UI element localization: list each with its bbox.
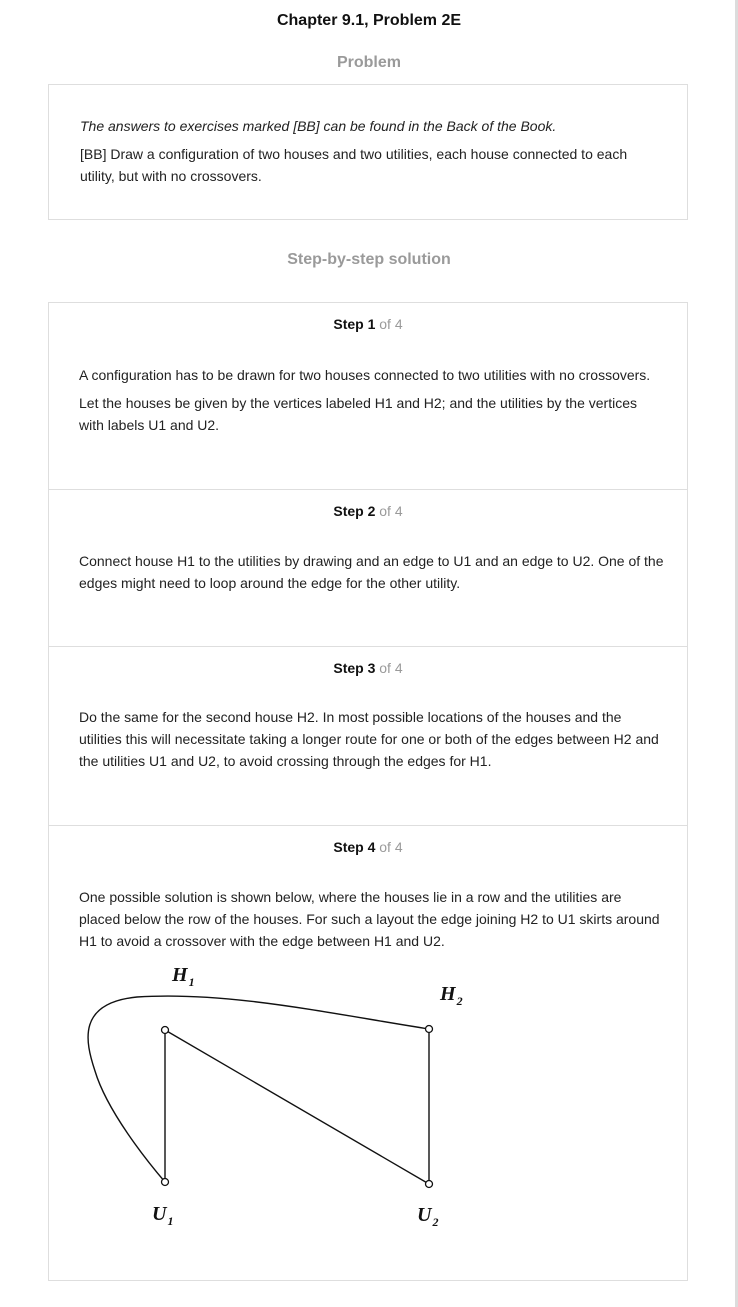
step-of-total: of 4 [379,316,403,332]
step-1-label [49,316,687,332]
step-1-paragraph-1: A configuration has to be drawn for two houses connected to two utilities with no crossovers. [79,367,651,383]
vertex-u2 [426,1181,433,1188]
step-number: Step 1 [333,316,376,332]
step-2 [49,490,687,647]
houses-utilities-graph [77,961,497,1251]
problem-box [48,84,688,220]
solution-heading: Step-by-step solution [287,251,451,268]
edge-h1-u2 [165,1030,429,1184]
step-number: Step 3 [333,660,376,676]
step-number: Step 4 [333,839,376,855]
label-h1: $H_1$ [172,964,195,989]
step-of-total: of 4 [379,503,403,519]
step-3-paragraph-1: Do the same for the second house H2. In most possible locations of the houses and the utilities this will necessitate taking a longer route for one or both of the edges between H2 and the utilities U1 and U2, to avoid crossing through the edges for H1. [79,709,659,769]
label-h2: $H_2$ [440,983,463,1008]
problem-intro: The answers to exercises marked [BB] can be found in the Back of the Book. [80,118,557,134]
step-of-total: of 4 [379,839,403,855]
problem-text: [BB] Draw a configuration of two houses and two utilities, each house connected to each utility, but with no crossovers. [80,146,628,184]
step-2-label [49,503,687,519]
label-u1: $U_1$ [152,1203,174,1228]
vertex-u1 [162,1179,169,1186]
vertex-h1 [162,1027,169,1034]
step-3 [49,647,687,826]
label-u2: $U_2$ [417,1204,439,1229]
step-number: Step 2 [333,503,376,519]
step-4 [49,826,687,1282]
step-4-label [49,839,687,855]
problem-heading: Problem [336,54,401,71]
step-1 [49,303,687,490]
step-1-paragraph-2: Let the houses be given by the vertices labeled H1 and H2; and the utilities by the vertices with labels U1 and U2. [79,395,638,433]
page-title: Chapter 9.1, Problem 2E [276,12,462,29]
step-4-paragraph-1: One possible solution is shown below, where the houses lie in a row and the utilities are placed below the row of the houses. For such a layout the edge joining H2 to U1 skirts around H1 to avoid a crossover with the edge between H1 and U2. [79,889,660,949]
step-2-paragraph-1: Connect house H1 to the utilities by drawing and an edge to U1 and an edge to U2. One of the edges might need to loop around the edge for the other utility. [79,553,664,591]
step-of-total: of 4 [379,660,403,676]
solution-box [48,302,688,1281]
step-3-label [49,660,687,676]
vertex-h2 [426,1026,433,1033]
